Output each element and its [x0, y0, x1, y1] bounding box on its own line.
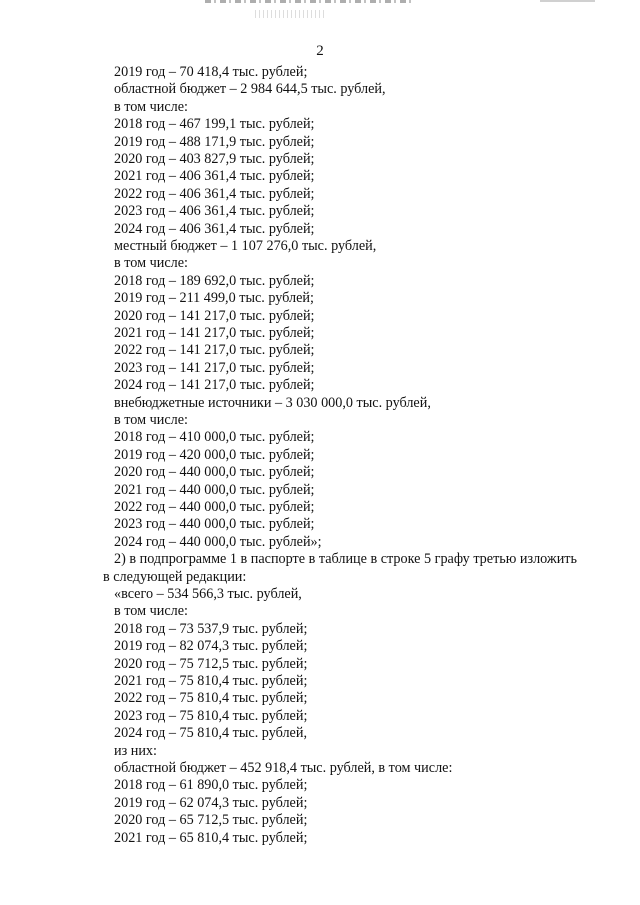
text-line: 2019 год – 488 171,9 тыс. рублей;: [114, 133, 315, 150]
text-line: местный бюджет – 1 107 276,0 тыс. рублей,: [114, 238, 377, 254]
text-line: 2) в подпрограмме 1 в паспорте в таблице в строке 5 графу третью изложить: [114, 551, 577, 568]
text-line: в том числе:: [114, 98, 188, 115]
text-line: 2023 год – 440 000,0 тыс. рублей;: [114, 516, 315, 533]
text-line: 2021 год – 141 217,0 тыс. рублей;: [114, 325, 315, 341]
text-line: 2019 год – 420 000,0 тыс. рублей;: [114, 446, 315, 463]
text-line: 2023 год – 406 361,4 тыс. рублей;: [114, 203, 315, 220]
text-line: 2018 год – 410 000,0 тыс. рублей;: [114, 429, 315, 446]
text-line: в том числе:: [114, 255, 188, 272]
text-line: 2022 год – 440 000,0 тыс. рублей;: [114, 499, 315, 515]
text-line: 2023 год – 141 217,0 тыс. рублей;: [114, 359, 315, 376]
text-line: 2018 год – 189 692,0 тыс. рублей;: [114, 272, 315, 289]
text-line: 2024 год – 406 361,4 тыс. рублей;: [114, 220, 315, 237]
text-line: в следующей редакции:: [103, 568, 247, 585]
text-line: 2021 год – 440 000,0 тыс. рублей;: [114, 481, 315, 498]
text-line: 2024 год – 141 217,0 тыс. рублей;: [114, 377, 315, 394]
text-line: внебюджетные источники – 3 030 000,0 тыс. рублей,: [114, 394, 431, 411]
text-line: 2022 год – 406 361,4 тыс. рублей;: [114, 185, 315, 202]
text-line: 2020 год – 75 712,5 тыс. рублей;: [114, 655, 308, 672]
scan-artifact: [205, 0, 415, 3]
text-line: 2018 год – 467 199,1 тыс. рублей;: [114, 116, 315, 133]
text-line: «всего – 534 566,3 тыс. рублей,: [114, 586, 302, 602]
text-line: 2020 год – 141 217,0 тыс. рублей;: [114, 307, 315, 324]
text-line: 2019 год – 211 499,0 тыс. рублей;: [114, 290, 314, 307]
text-line: 2021 год – 406 361,4 тыс. рублей;: [114, 168, 315, 185]
text-line: 2022 год – 141 217,0 тыс. рублей;: [114, 342, 315, 359]
text-line: 2020 год – 440 000,0 тыс. рублей;: [114, 464, 315, 481]
text-line: 2022 год – 75 810,4 тыс. рублей;: [114, 690, 308, 707]
text-line: 2023 год – 75 810,4 тыс. рублей;: [114, 707, 308, 724]
text-line: 2018 год – 73 537,9 тыс. рублей;: [114, 620, 308, 637]
text-line: 2019 год – 82 074,3 тыс. рублей;: [114, 638, 308, 655]
text-line: 2024 год – 75 810,4 тыс. рублей,: [114, 725, 307, 742]
text-line: в том числе:: [114, 412, 188, 428]
text-line: 2018 год – 61 890,0 тыс. рублей;: [114, 777, 308, 794]
scan-artifact: [540, 0, 595, 2]
text-line: 2020 год – 403 827,9 тыс. рублей;: [114, 151, 315, 167]
text-line: 2021 год – 65 810,4 тыс. рублей;: [114, 829, 308, 846]
text-line: 2020 год – 65 712,5 тыс. рублей;: [114, 812, 308, 829]
text-line: областной бюджет – 2 984 644,5 тыс. рублей,: [114, 81, 386, 98]
text-line: из них:: [114, 742, 157, 759]
scan-artifact: [255, 10, 325, 18]
text-line: областной бюджет – 452 918,4 тыс. рублей, в том числе:: [114, 760, 453, 776]
text-line: 2024 год – 440 000,0 тыс. рублей»;: [114, 533, 322, 550]
text-line: 2019 год – 70 418,4 тыс. рублей;: [114, 64, 308, 80]
text-line: 2019 год – 62 074,3 тыс. рублей;: [114, 794, 308, 811]
page-number: 2: [316, 43, 324, 59]
text-line: в том числе:: [114, 603, 188, 620]
text-line: 2021 год – 75 810,4 тыс. рублей;: [114, 673, 308, 689]
